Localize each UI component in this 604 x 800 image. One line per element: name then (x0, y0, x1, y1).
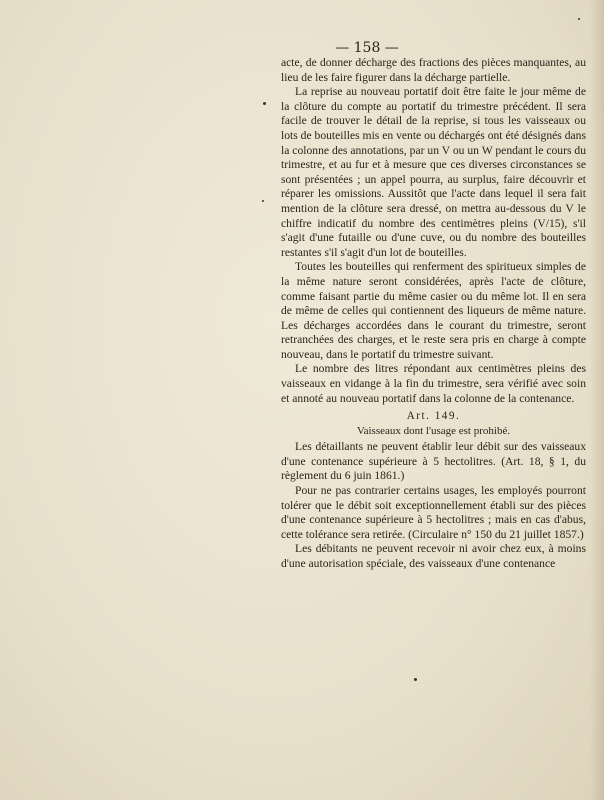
ink-spot (414, 678, 417, 681)
paragraph: Le nombre des litres répondant aux centimètres pleins des vaisseaux en vidange à la fin du trimestre, sera vérifié avec soin et annoté au nouveau portatif dans la colonne de la contenance. (281, 362, 586, 405)
page-number: — 158 — (335, 40, 399, 56)
article-title: Art. 149. (406, 410, 461, 423)
ink-spot (263, 102, 266, 105)
page-edge-shadow (590, 0, 604, 800)
paragraph: acte, de donner décharge des fractions des pièces manquantes, au lieu de les faire figurer dans la décharge partielle. (281, 56, 586, 84)
body-text (281, 56, 586, 572)
paragraph: Les détaillants ne peuvent établir leur débit sur des vaisseaux d'une contenance supérieure à 5 hectolitres. (Art. 18, § 1, du règlement du 6 juin 1861.) (281, 440, 586, 483)
paragraph: Les débitants ne peuvent recevoir ni avoir chez eux, à moins d'une autorisation spéciale, des vaisseaux d'une contenance (281, 542, 586, 570)
article-subtitle: Vaisseaux dont l'usage est prohibé. (356, 425, 511, 438)
ink-spot (262, 200, 264, 202)
ink-spot (578, 18, 580, 20)
paragraph: Toutes les bouteilles qui renferment des spiritueux simples de la même nature seront considérées, après l'acte de clôture, comme faisant partie du même casier ou du même lot. Il en sera de même de celles qui contiennent des liqueurs de même nature. Les décharges accordées dans le courant du trimestre, seront retranchées des charges, et le reste sera pris en charge à compte nouveau, dans le portatif du trimestre suivant. (281, 260, 586, 361)
paragraph: La reprise au nouveau portatif doit être faite le jour même de la clôture du compte au portatif du trimestre précédent. Il sera facile de trouver le détail de la reprise, si tous les vaisseaux ou lots de bouteilles mis en vente ou déchargés ont été désignés dans la colonne des annotations, par un V ou un W pendant le cours du trimestre, et au fur et à mesure que ces diverses circonstances se sont présentées ; un appel pourra, au surplus, faire découvrir et réparer les omissions. Aussitôt que l'acte dans lequel il sera fait mention de la clôture sera dressé, on mettra au-dessous du V le chiffre indicatif du nombre des centimètres pleins (V/15), s'il s'agit d'une futaille ou d'une cuve, ou du nombre des bouteilles restantes s'il s'agit d'un lot de bouteilles. (281, 85, 586, 259)
paragraph: Pour ne pas contrarier certains usages, les employés pourront tolérer que le débit soit exceptionnellement établi sur des pièces d'une contenance supérieure à 5 hectolitres ; mais en cas d'abus, cette tolérance sera retirée. (Circulaire n° 150 du 21 juillet 1857.) (281, 484, 586, 541)
